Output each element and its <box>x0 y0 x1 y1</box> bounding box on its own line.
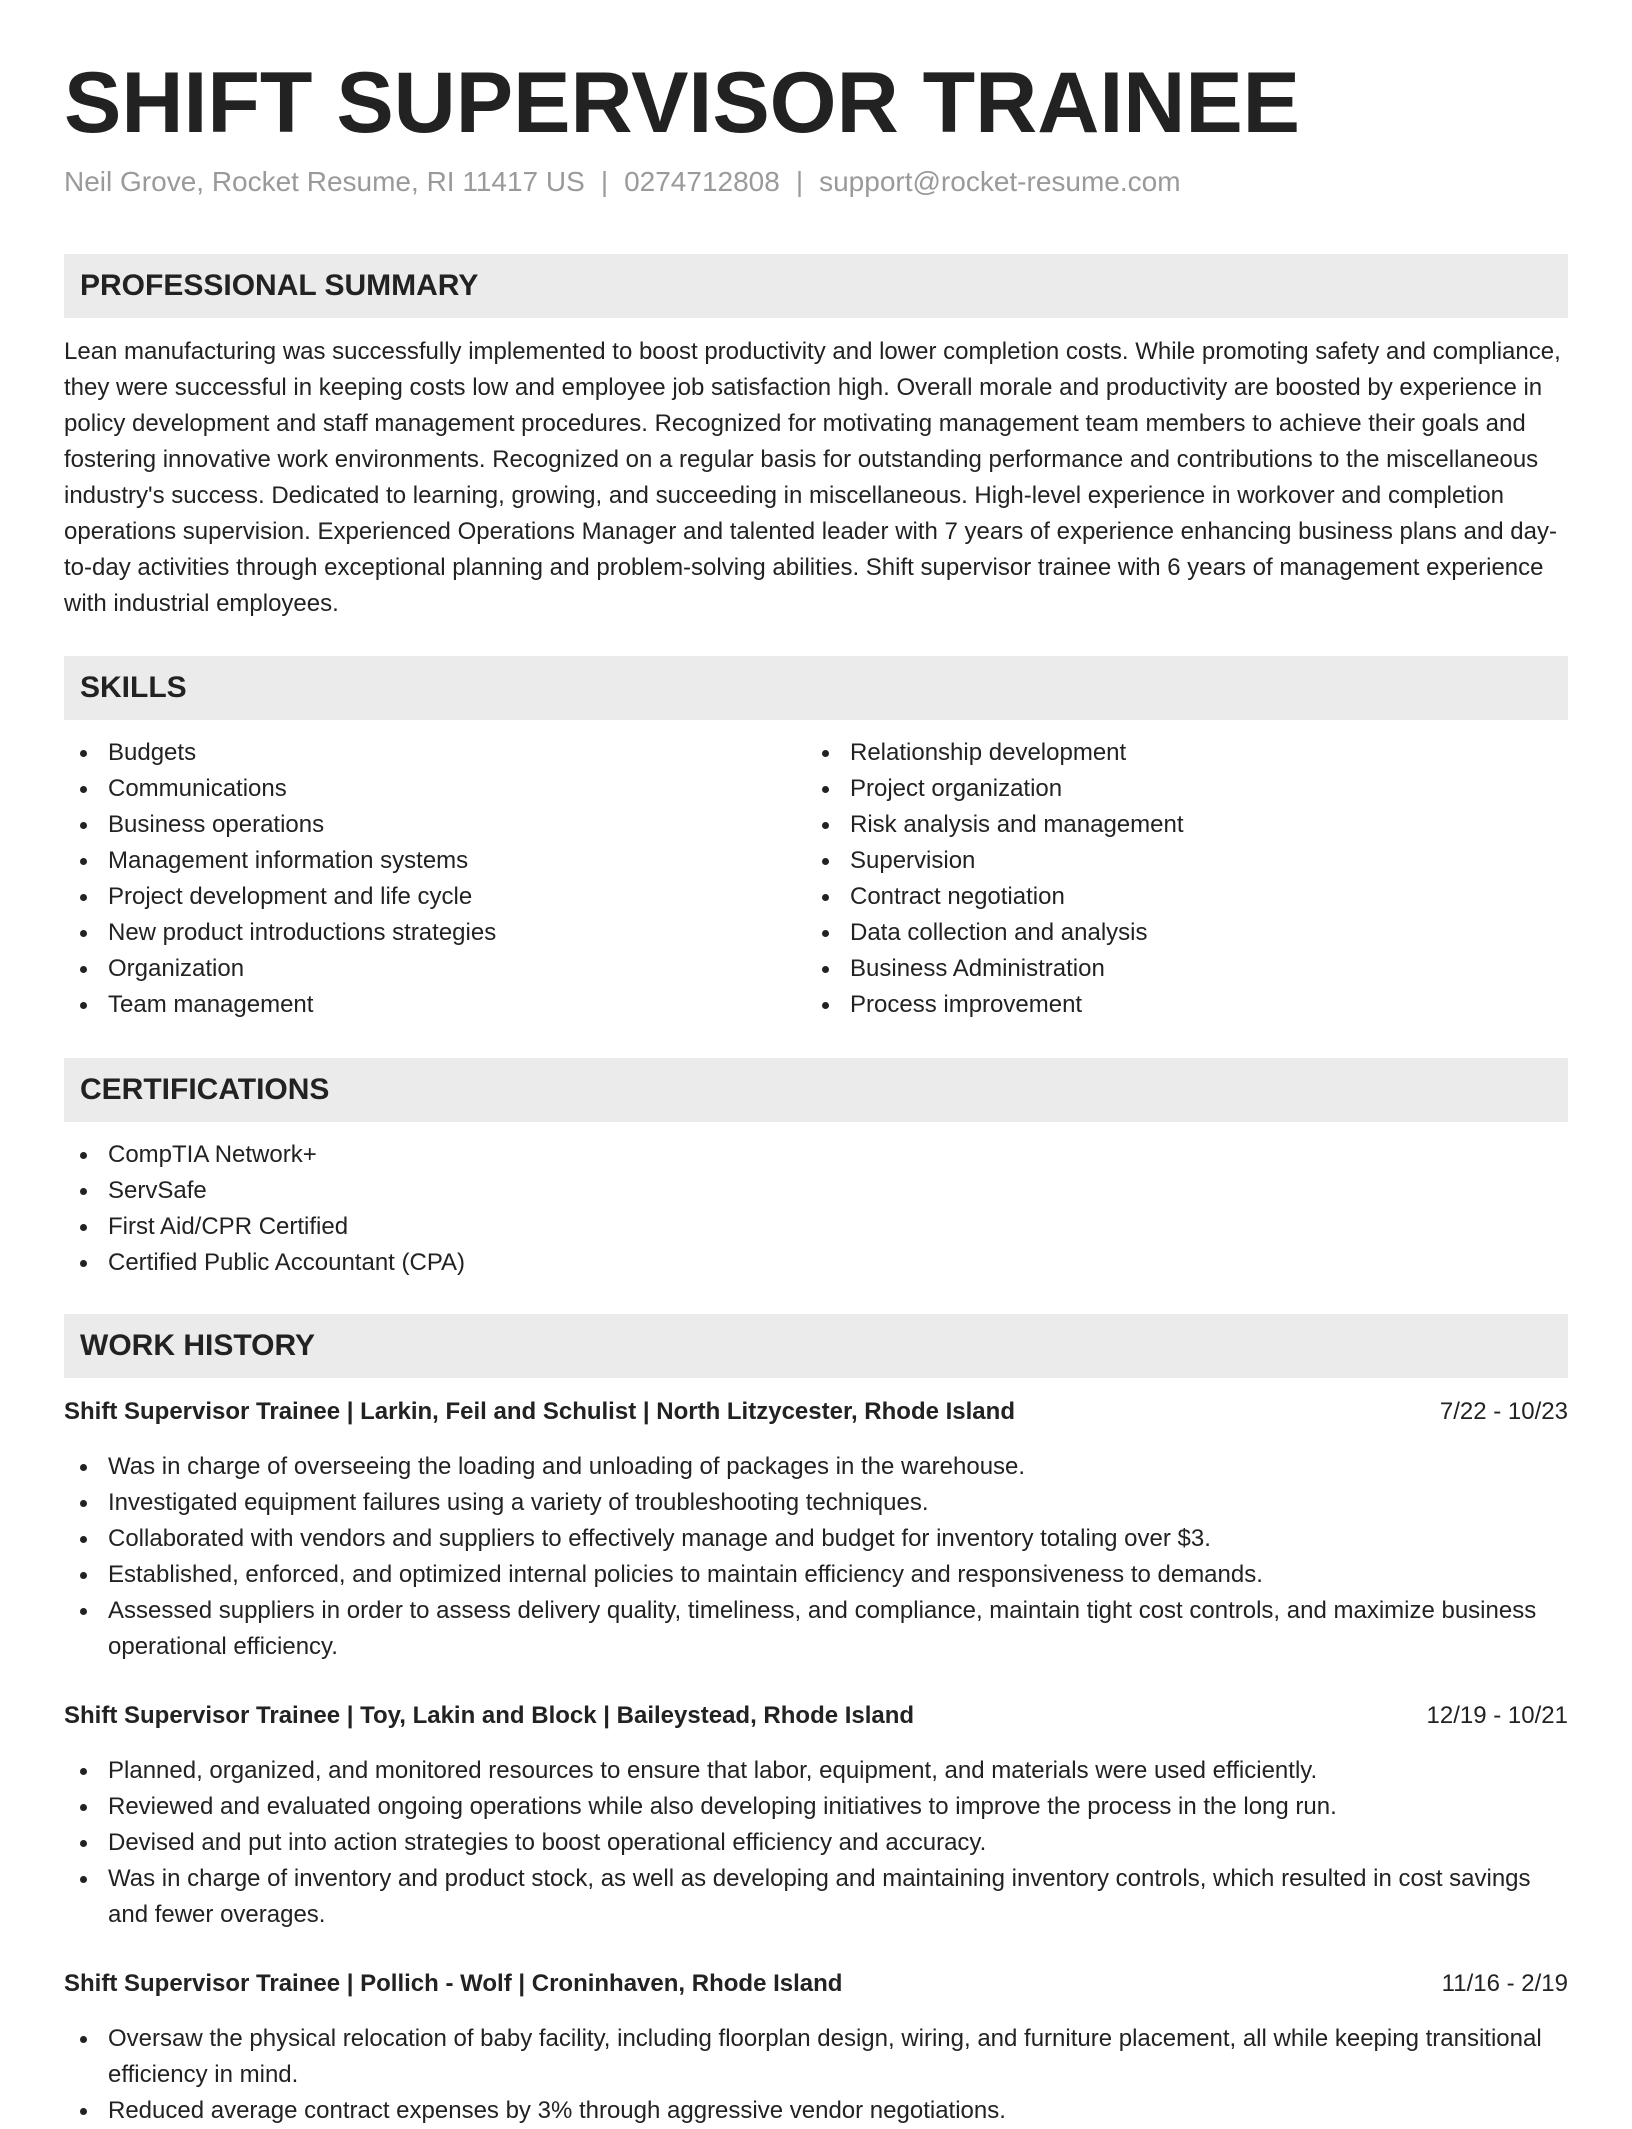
section-header-work-history: WORK HISTORY <box>64 1314 1568 1378</box>
job-heading <box>64 1966 1568 2002</box>
contact-address: Neil Grove, Rocket Resume, RI 11417 US <box>64 166 585 197</box>
job-bullet: Reduced average contract expenses by 3% through aggressive vendor negotiations. <box>64 2093 1568 2129</box>
section-header-certifications: CERTIFICATIONS <box>64 1058 1568 1122</box>
section-header-skills: SKILLS <box>64 656 1568 720</box>
resume-title: SHIFT SUPERVISOR TRAINEE <box>64 55 1301 151</box>
job-heading <box>64 1394 1568 1430</box>
job-bullet: Was in charge of overseeing the loading and unloading of packages in the warehouse. <box>64 1449 1568 1485</box>
job-bullets <box>64 1449 1568 1665</box>
contact-separator: | <box>795 166 804 197</box>
skills-list-right <box>806 735 1546 1023</box>
certifications-list <box>64 1137 1568 1281</box>
skill-item: Project development and life cycle <box>64 879 804 915</box>
job-bullet: Assessed suppliers in order to assess delivery quality, timeliness, and compliance, maintain tight cost controls, and maximize business operational efficiency. <box>64 1593 1568 1665</box>
job-bullet: Investigated equipment failures using a variety of troubleshooting techniques. <box>64 1485 1568 1521</box>
job-bullet: Collaborated with vendors and suppliers to effectively manage and budget for inventory totaling over $3. <box>64 1521 1568 1557</box>
job-bullets <box>64 2021 1568 2129</box>
skill-item: Budgets <box>64 735 804 771</box>
job-bullet: Reviewed and evaluated ongoing operations while also developing initiatives to improve the process in the long run. <box>64 1789 1568 1825</box>
certification-item: First Aid/CPR Certified <box>64 1209 1568 1245</box>
section-header-summary: PROFESSIONAL SUMMARY <box>64 254 1568 318</box>
job-bullet: Was in charge of inventory and product stock, as well as developing and maintaining inventory controls, which resulted in cost savings and fewer overages. <box>64 1861 1568 1933</box>
job-dates: 11/16 - 2/19 <box>1441 1970 1568 1997</box>
skill-item: New product introductions strategies <box>64 915 804 951</box>
skill-item: Data collection and analysis <box>806 915 1546 951</box>
contact-phone: 0274712808 <box>624 166 780 197</box>
job-dates: 7/22 - 10/23 <box>1439 1398 1568 1425</box>
skill-item: Process improvement <box>806 987 1546 1023</box>
skill-item: Project organization <box>806 771 1546 807</box>
skills-list-left <box>64 735 804 1023</box>
job-bullet: Oversaw the physical relocation of baby facility, including floorplan design, wiring, and furniture placement, all while keeping transitional efficiency in mind. <box>64 2021 1568 2093</box>
job-bullet: Devised and put into action strategies to boost operational efficiency and accuracy. <box>64 1825 1568 1861</box>
job-heading <box>64 1698 1568 1734</box>
skill-item: Organization <box>64 951 804 987</box>
skill-item: Supervision <box>806 843 1546 879</box>
contact-email: support@rocket-resume.com <box>819 166 1181 197</box>
job-bullet: Planned, organized, and monitored resources to ensure that labor, equipment, and materials were used efficiently. <box>64 1753 1568 1789</box>
job-title: Shift Supervisor Trainee | Pollich - Wolf | Croninhaven, Rhode Island <box>64 1970 843 1997</box>
job-bullets <box>64 1753 1568 1933</box>
job-title: Shift Supervisor Trainee | Larkin, Feil and Schulist | North Litzycester, Rhode Island <box>64 1398 1015 1425</box>
job-title: Shift Supervisor Trainee | Toy, Lakin and Block | Baileystead, Rhode Island <box>64 1702 915 1729</box>
skill-item: Business operations <box>64 807 804 843</box>
contact-line <box>64 166 1181 198</box>
skill-item: Contract negotiation <box>806 879 1546 915</box>
skill-item: Business Administration <box>806 951 1546 987</box>
skill-item: Team management <box>64 987 804 1023</box>
skill-item: Relationship development <box>806 735 1546 771</box>
job-dates: 12/19 - 10/21 <box>1426 1702 1568 1729</box>
certification-item: ServSafe <box>64 1173 1568 1209</box>
skill-item: Risk analysis and management <box>806 807 1546 843</box>
certification-item: Certified Public Accountant (CPA) <box>64 1245 1568 1281</box>
skill-item: Management information systems <box>64 843 804 879</box>
certification-item: CompTIA Network+ <box>64 1137 1568 1173</box>
contact-separator: | <box>600 166 609 197</box>
summary-text: Lean manufacturing was successfully implemented to boost productivity and lower completion costs. While promoting safety and compliance, they were successful in keeping costs low and employee job satisfaction high. Overall morale and productivity are boosted by experience in policy development and staff management procedures. Recognized for motivating management team members to achieve their goals and fostering innovative work environments. Recognized on a regular basis for outstanding performance and contributions to the miscellaneous industry's success. Dedicated to learning, growing, and succeeding in miscellaneous. High-level experience in workover and completion operations supervision. Experienced Operations Manager and talented leader with 7 years of experience enhancing business plans and day-to-day activities through exceptional planning and problem-solving abilities. Shift supervisor trainee with 6 years of management experience with industrial employees. <box>64 338 1561 617</box>
job-bullet: Established, enforced, and optimized internal policies to maintain efficiency and responsiveness to demands. <box>64 1557 1568 1593</box>
skill-item: Communications <box>64 771 804 807</box>
